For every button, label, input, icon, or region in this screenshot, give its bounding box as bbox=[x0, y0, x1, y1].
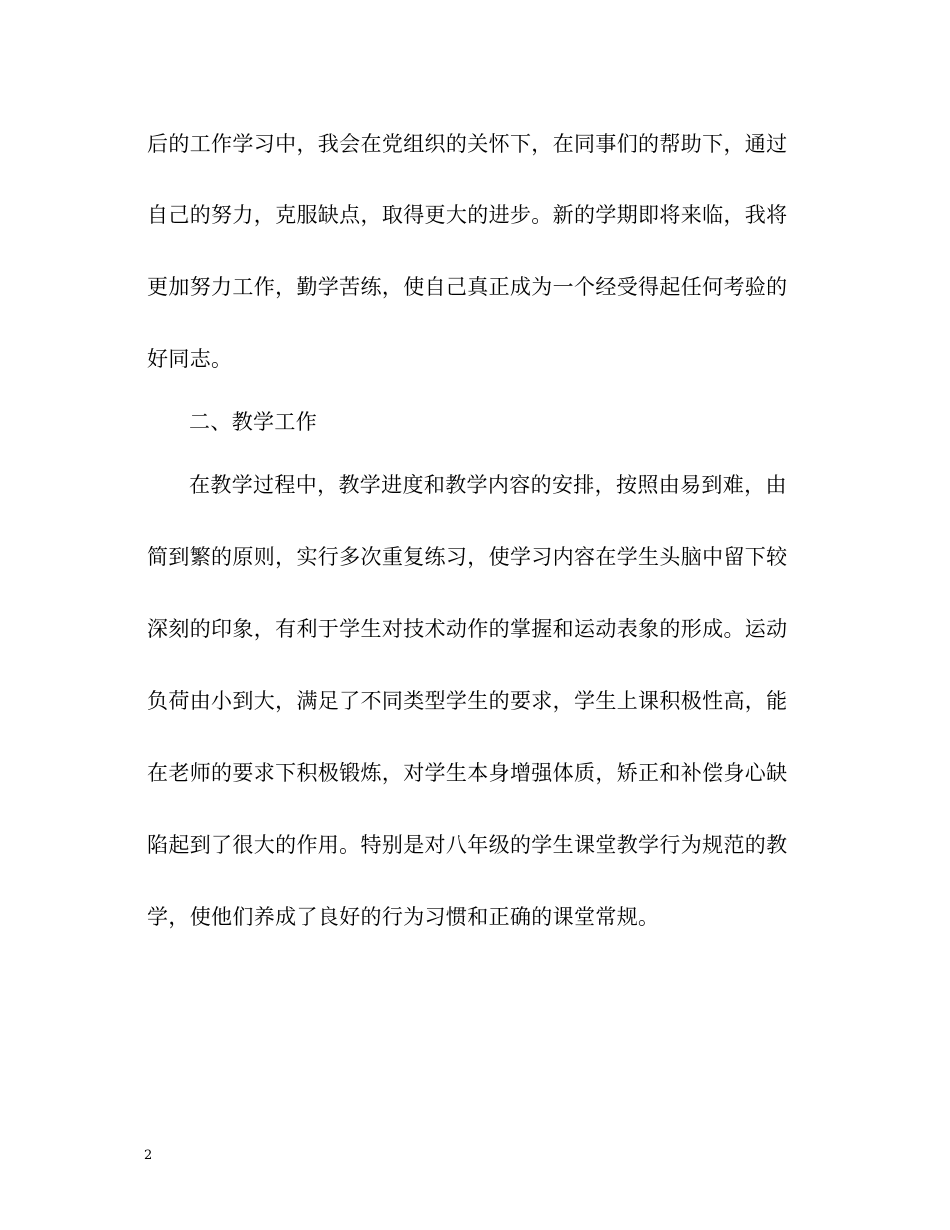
paragraph-line: 更加努力工作，勤学苦练，使自己真正成为一个经受得起任何考验的 bbox=[147, 275, 788, 299]
paragraph-line: 负荷由小到大，满足了不同类型学生的要求，学生上课积极性高，能 bbox=[147, 689, 788, 713]
paragraph-line: 在老师的要求下积极锻炼，对学生本身增强体质，矫正和补偿身心缺 bbox=[147, 761, 788, 785]
paragraph-line: 简到繁的原则，实行多次重复练习，使学习内容在学生头脑中留下较 bbox=[147, 545, 788, 569]
section-heading: 二、教学工作 bbox=[189, 410, 318, 434]
paragraph-line: 陷起到了很大的作用。特别是对八年级的学生课堂教学行为规范的教 bbox=[147, 833, 788, 857]
paragraph-line: 自己的努力，克服缺点，取得更大的进步。新的学期即将来临，我将 bbox=[147, 203, 788, 227]
paragraph-line: 学，使他们养成了良好的行为习惯和正确的课堂常规。 bbox=[147, 905, 660, 929]
page-number: 2 bbox=[144, 1148, 153, 1163]
paragraph-line: 好同志。 bbox=[147, 347, 233, 371]
paragraph-line: 后的工作学习中，我会在党组织的关怀下，在同事们的帮助下，通过 bbox=[147, 132, 788, 156]
paragraph-line: 深刻的印象，有利于学生对技术动作的掌握和运动表象的形成。运动 bbox=[147, 617, 788, 641]
paragraph-line: 在教学过程中，教学进度和教学内容的安排，按照由易到难，由 bbox=[189, 473, 787, 497]
